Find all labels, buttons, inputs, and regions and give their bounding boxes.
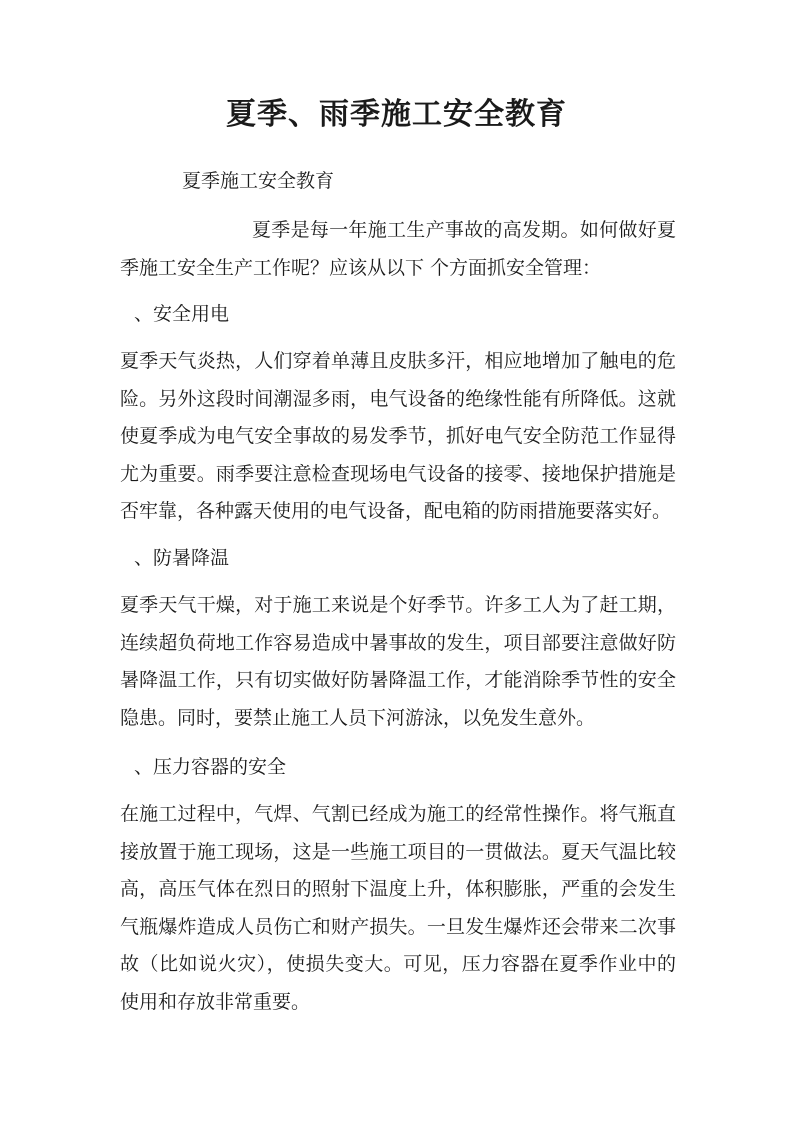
document-title: 夏季、雨季施工安全教育 [226, 97, 567, 132]
section-heading-pressure-vessels: 、压力容器的安全 [134, 756, 287, 778]
document-subtitle: 夏季施工安全教育 [182, 170, 335, 192]
section-heading-electricity: 、安全用电 [134, 303, 230, 325]
intro-paragraph: 夏季是每一年施工生产事故的高发期。如何做好夏季施工安全生产工作呢？应该从以下 个方面抓安全管理： [120, 219, 676, 279]
section-body-electricity: 夏季天气炎热，人们穿着单薄且皮肤多汗，相应地增加了触电的危险。另外这段时间潮湿多雨，电气设备的绝缘性能有所降低。这就使夏季成为电气安全事故的易发季节，抓好电气安全防范工作显得尤为重要。雨季要注意检查现场电气设备的接零、接地保护措施是否牢靠，各种露天使用的电气设备，配电箱的防雨措施要落实好。 [120, 350, 676, 522]
section-body-pressure-vessels: 在施工过程中，气焊、气割已经成为施工的经常性操作。将气瓶直接放置于施工现场，这是一些施工项目的一贯做法。夏天气温比较高，高压气体在烈日的照射下温度上升，体积膨胀，严重的会发生气瓶爆炸造成人员伤亡和财产损失。一旦发生爆炸还会带来二次事故（比如说火灾），使损失变大。可见，压力容器在夏季作业中的使用和存放非常重要。 [120, 803, 676, 1013]
section-heading-heatstroke: 、防暑降温 [134, 547, 230, 569]
section-body-heatstroke: 夏季天气干燥，对于施工来说是个好季节。许多工人为了赶工期，连续超负荷地工作容易造成中暑事故的发生，项目部要注意做好防暑降温工作，只有切实做好防暑降温工作，才能消除季节性的安全隐患。同时，要禁止施工人员下河游泳，以免发生意外。 [120, 594, 676, 729]
